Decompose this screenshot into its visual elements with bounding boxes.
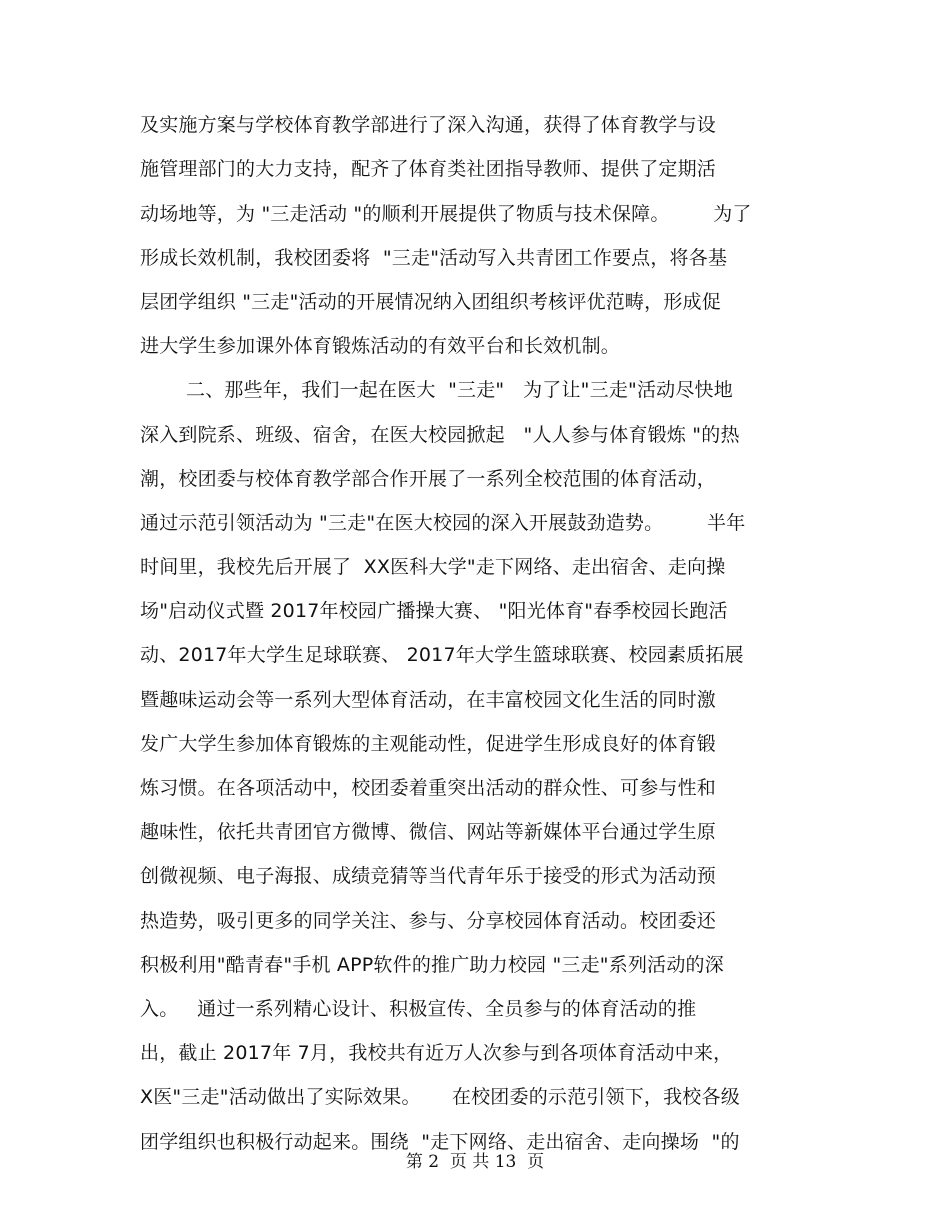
text-line: 潮，校团委与校体育教学部合作开展了一系列全校范围的体育活动， <box>140 468 717 490</box>
text-line: 及实施方案与学校体育教学部进行了深入沟通，获得了体育教学与设 <box>140 114 717 136</box>
section-heading-line: 二、那些年，我们一起在医大 "三走" 为了让"三走"活动尽快地 <box>186 379 733 401</box>
text-line: 积极利用"酷青春"手机 APP软件的推广助力校园 "三走"系列活动的深 <box>140 954 724 976</box>
text-line: 团学组织也积极行动起来。围绕 "走下网络、走出宿舍、走向操场 "的 <box>140 1131 740 1153</box>
text-line: 入。 通过一系列精心设计、积极宣传、全员参与的体育活动的推 <box>140 998 697 1020</box>
text-line: 通过示范引领活动为 "三走"在医大校园的深入开展鼓劲造势。 半年 <box>140 512 746 534</box>
text-line: X医"三走"活动做出了实际效果。 在校团委的示范引领下，我校各级 <box>140 1086 740 1108</box>
text-line: 进大学生参加课外体育锻炼活动的有效平台和长效机制。 <box>140 335 621 357</box>
text-line: 暨趣味运动会等一系列大型体育活动，在丰富校园文化生活的同时激 <box>140 689 717 711</box>
text-line: 动、2017年大学生足球联赛、 2017年大学生篮球联赛、校园素质拓展 <box>140 644 744 666</box>
text-line: 时间里，我校先后开展了 XX医科大学"走下网络、走出宿舍、走向操 <box>140 556 726 578</box>
text-line: 创微视频、电子海报、成绩竞猜等当代青年乐于接受的形式为活动预 <box>140 865 717 887</box>
text-line: 出，截止 2017年 7月，我校共有近万人次参与到各项体育活动中来， <box>140 1042 733 1064</box>
text-line: 深入到院系、班级、宿舍，在医大校园掀起 "人人参与体育锻炼 "的热 <box>140 424 740 446</box>
text-line: 层团学组织 "三走"活动的开展情况纳入团组织考核评优范畴，形成促 <box>140 291 721 313</box>
page-number-footer: 第 2 页 共 13 页 <box>405 1152 545 1172</box>
text-line: 场"启动仪式暨 2017年校园广播操大赛、 "阳光体育"春季校园长跑活 <box>140 600 728 622</box>
text-line: 动场地等，为 "三走活动 "的顺利开展提供了物质与技术保障。 为了 <box>140 203 752 225</box>
text-line: 炼习惯。在各项活动中，校团委着重突出活动的群众性、可参与性和 <box>140 777 717 799</box>
text-line: 热造势，吸引更多的同学关注、参与、分享校园体育活动。校团委还 <box>140 910 717 932</box>
text-line: 趣味性，依托共青团官方微博、微信、网站等新媒体平台通过学生原 <box>140 821 717 843</box>
text-line: 发广大学生参加体育锻炼的主观能动性，促进学生形成良好的体育锻 <box>140 733 717 755</box>
text-line: 施管理部门的大力支持，配齐了体育类社团指导教师、提供了定期活 <box>140 158 717 180</box>
text-line: 形成长效机制，我校团委将 "三走"活动写入共青团工作要点，将各基 <box>140 247 728 269</box>
